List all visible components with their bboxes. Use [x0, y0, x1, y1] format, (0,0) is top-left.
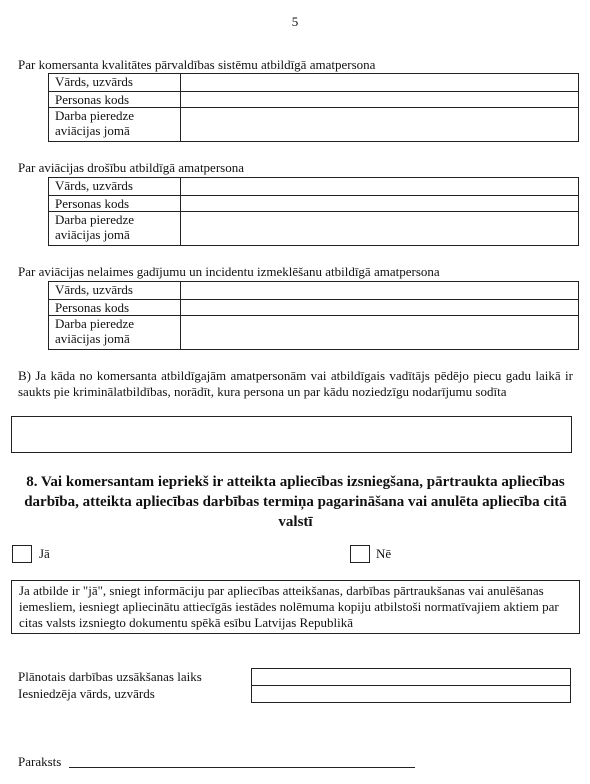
applicant-name-label: Iesniedzēja vārds, uzvārds — [18, 686, 155, 701]
section-title-security-manager: Par aviācijas drošību atbildīgā amatpersona — [18, 160, 244, 175]
experience-value-field[interactable] — [181, 316, 579, 350]
personal-code-value-field[interactable] — [181, 196, 579, 212]
yes-label: Jā — [39, 546, 50, 561]
experience-label — [49, 212, 181, 246]
experience-value-field[interactable] — [181, 108, 579, 142]
no-checkbox[interactable] — [350, 545, 370, 563]
page-number: 5 — [291, 14, 299, 29]
experience-label-line2: aviācijas jomā — [55, 331, 130, 346]
planned-start-label: Plānotais darbības uzsākšanas laiks — [18, 669, 202, 684]
criminal-liability-answer-field[interactable] — [11, 416, 572, 453]
personal-code-label: Personas kods — [49, 92, 181, 108]
planned-start-field[interactable] — [251, 668, 571, 686]
name-value-field[interactable] — [181, 74, 579, 92]
section-title-incident-investigation-manager: Par aviācijas nelaimes gadījumu un incidentu izmeklēšanu atbildīgā amatpersona — [18, 264, 440, 279]
name-value-field[interactable] — [181, 178, 579, 196]
quality-manager-table — [48, 73, 579, 142]
experience-label — [49, 316, 181, 350]
experience-label-line1: Darba pieredze — [55, 108, 135, 123]
name-label: Vārds, uzvārds — [49, 178, 181, 196]
personal-code-value-field[interactable] — [181, 300, 579, 316]
experience-label — [49, 108, 181, 142]
criminal-liability-question: B) Ja kāda no komersanta atbildīgajām amatpersonām vai atbildīgais vadītājs pēdējo piecu gadu laikā ir saukts pie kriminālatbildības, norādīt, kura persona un par kādu noziedzīgu nodarījumu sodīta — [18, 368, 573, 399]
name-value-field[interactable] — [181, 282, 579, 300]
applicant-name-field[interactable] — [251, 685, 571, 703]
experience-label-line2: aviācijas jomā — [55, 227, 130, 242]
signature-label: Paraksts — [18, 754, 62, 769]
experience-label-line1: Darba pieredze — [55, 316, 135, 331]
section-title-quality-manager: Par komersanta kvalitātes pārvaldības sistēmu atbildīgā amatpersona — [18, 57, 376, 72]
experience-label-line2: aviācijas jomā — [55, 123, 130, 138]
experience-label-line1: Darba pieredze — [55, 212, 135, 227]
personal-code-label: Personas kods — [49, 300, 181, 316]
signature-line[interactable] — [69, 767, 415, 768]
incident-manager-table — [48, 281, 579, 350]
refusal-info-note: Ja atbilde ir "jā", sniegt informāciju par apliecības atteikšanas, darbības pārtraukšanas vai anulēšanas iemesliem, iesniegt apliecinātu attiecīgās iestādes nolēmuma kopiju atbilstoši normatīvajiem aktiem par citas valsts izsniegto dokumentu spēkā esību Latvijas Republikā — [11, 580, 580, 634]
personal-code-value-field[interactable] — [181, 92, 579, 108]
section-8-heading: 8. Vai komersantam iepriekš ir atteikta apliecības izsniegšana, pārtraukta apliecības darbība, atteikta apliecības darbības termiņa pagarināšana vai anulēta apliecība citā valstī — [24, 474, 567, 530]
name-label: Vārds, uzvārds — [49, 74, 181, 92]
no-label: Nē — [376, 546, 392, 561]
personal-code-label: Personas kods — [49, 196, 181, 212]
experience-value-field[interactable] — [181, 212, 579, 246]
name-label: Vārds, uzvārds — [49, 282, 181, 300]
yes-checkbox[interactable] — [12, 545, 32, 563]
security-manager-table — [48, 177, 579, 246]
